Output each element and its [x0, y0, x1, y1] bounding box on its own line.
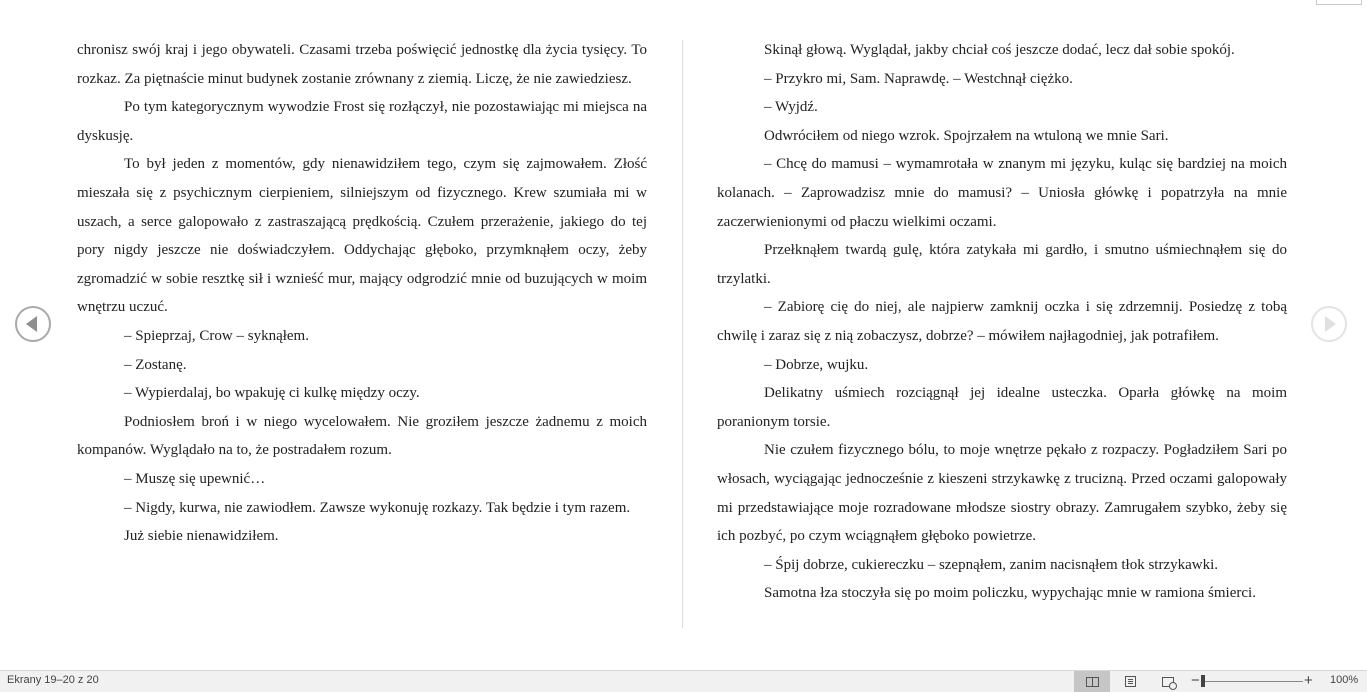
web-layout-button[interactable]	[1150, 671, 1186, 692]
paragraph: Odwróciłem od niego wzrok. Spojrzałem na wtuloną we mnie Sari.	[764, 127, 1169, 144]
screen-counter: Ekrany 19–20 z 20	[7, 674, 99, 686]
paragraph: – Muszę się upewnić…	[124, 470, 266, 487]
read-mode-button[interactable]	[1074, 671, 1110, 692]
print-layout-icon	[1125, 676, 1136, 687]
paragraph: Już siebie nienawidziłem.	[124, 528, 279, 545]
paragraph: Po tym kategorycznym wywodzie Frost się rozłączył, nie pozostawiając mi miejsca na dyskusję.	[77, 99, 647, 144]
left-page	[77, 36, 647, 551]
paragraph: – Chcę do mamusi – wymamrotała w znanym mi języku, kuląc się bardziej na moich kolanach. – Zaprowadzisz mnie do mamusi? – Uniosła główkę i popatrzyła na mnie zaczerwienionymi od płaczu wielkimi oczami.	[717, 156, 1287, 230]
print-layout-button[interactable]	[1112, 671, 1148, 692]
zoom-slider-thumb[interactable]	[1201, 675, 1205, 687]
web-layout-icon	[1162, 677, 1174, 687]
ribbon-collapse-box	[1316, 0, 1362, 5]
next-screen-button[interactable]	[1311, 306, 1347, 342]
previous-screen-button[interactable]	[15, 306, 51, 342]
paragraph: Podniosłem broń i w niego wycelowałem. Nie groziłem jeszcze żadnemu z moich kompanów. Wyglądało na to, że postradałem rozum.	[77, 413, 647, 459]
paragraph: chronisz swój kraj i jego obywateli. Czasami trzeba poświęcić jednostkę dla życia tysięcy. To rozkaz. Za piętnaście minut budynek zostanie zrównany z ziemią. Liczę, że nie zawiedziesz.	[77, 42, 647, 87]
chevron-right-icon	[1325, 316, 1336, 332]
paragraph: – Wypierdalaj, bo wpakuję ci kulkę między oczy.	[124, 385, 420, 402]
paragraph: – Przykro mi, Sam. Naprawdę. – Westchnął ciężko.	[764, 70, 1073, 87]
zoom-in-button[interactable]: +	[1304, 672, 1313, 689]
zoom-level[interactable]: 100%	[1330, 674, 1359, 686]
paragraph: Skinął głową. Wyglądał, jakby chciał coś jeszcze dodać, lecz dał sobie spokój.	[764, 42, 1235, 58]
paragraph: – Śpij dobrze, cukiereczku – szepnąłem, zanim nacisnąłem tłok strzykawki.	[764, 556, 1219, 573]
paragraph: – Nigdy, kurwa, nie zawiodłem. Zawsze wykonuję rozkazy. Tak będzie i tym razem.	[124, 499, 631, 516]
paragraph: – Spieprzaj, Crow – syknąłem.	[124, 327, 309, 344]
paragraph: – Zostanę.	[124, 356, 187, 373]
zoom-slider-track[interactable]	[1203, 681, 1303, 682]
paragraph: Nie czułem fizycznego bólu, to moje wnętrze pękało z rozpaczy. Pogładziłem Sari po włosach, wyciągając jednocześnie z kieszeni strzykawkę z trucizną. Przed oczami galopowały mi przedstawiające moje rozradowane młodsze siostry obrazy. Zamrugałem szybko, żeby się ich pozbyć, po czym wciągnąłem głęboko powietrze.	[717, 442, 1287, 545]
status-bar	[0, 670, 1367, 692]
paragraph: Delikatny uśmiech rozciągnął jej idealne usteczka. Oparła główkę na moim poranionym torsie.	[717, 385, 1287, 430]
paragraph: – Wyjdź.	[764, 99, 818, 116]
paragraph: Przełknąłem twardą gulę, która zatykała mi gardło, i smutno uśmiechnąłem się do trzylatki.	[717, 242, 1287, 287]
read-mode-icon	[1086, 677, 1099, 687]
paragraph: Samotna łza stoczyła się po moim policzku, wypychając mnie w ramiona śmierci.	[764, 585, 1256, 602]
paragraph: – Dobrze, wujku.	[764, 356, 869, 373]
zoom-out-button[interactable]: −	[1191, 672, 1200, 689]
page-divider	[682, 40, 683, 628]
paragraph: – Zabiorę cię do niej, ale najpierw zamknij oczka i się zdrzemnij. Posiedzę z tobą chwilę i zaraz się z nią zobaczysz, dobrze? – mówiłem najłagodniej, jak potrafiłem.	[717, 299, 1287, 344]
chevron-left-icon	[26, 316, 37, 332]
right-page	[717, 36, 1287, 608]
paragraph: To był jeden z momentów, gdy nienawidziłem tego, czym się zajmowałem. Złość mieszała się z psychicznym cierpieniem, silniejszym od fizycznego. Krew szumiała mi w uszach, a serce galopowało z zastraszającą prędkością. Czułem przerażenie, jakiego do tej pory nigdy jeszcze nie doświadczyłem. Oddychając głęboko, przymknąłem oczy, żeby zgromadzić w sobie resztkę sił i wznieść mur, mający odgrodzić mnie od buzujących w moim wnętrzu uczuć.	[77, 156, 647, 316]
